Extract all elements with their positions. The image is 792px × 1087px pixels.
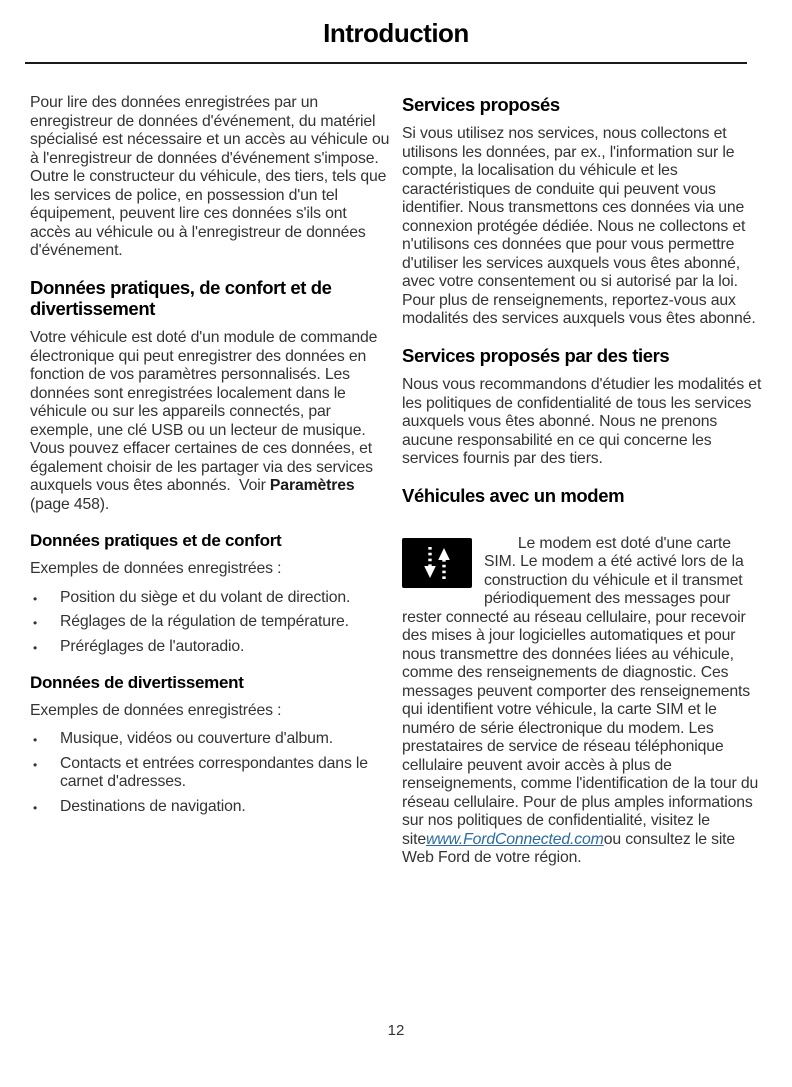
section-heading-data-comfort-entertainment: Données pratiques, de confort et de divertissement bbox=[30, 276, 332, 319]
services-paragraph: Si vous utilisez nos services, nous collectons et utilisons les données, par ex., l'information sur le compte, la localisation du véhicule et les caractéristiques de conduite qui peuvent vous identifier. Nous transmettons ces données via une connexion protégée dédiée. Nous ne collectons et n'utilisons ces données que pour vous permettre d'utiliser les services auxquels vous êtes abonné, avec votre consentement ou si autorisé par la loi. Pour plus de renseignements, reportez-vous aux modalités des services auxquels vous êtes abonné. bbox=[402, 125, 756, 328]
up-arrow-icon bbox=[438, 548, 450, 579]
sub-heading-entertainment: Données de divertissement bbox=[30, 673, 244, 693]
two-column-layout bbox=[0, 64, 792, 896]
page-number: 12 bbox=[387, 1022, 405, 1039]
entertainment-bullet-list bbox=[30, 730, 390, 816]
modem-data-transfer-icon bbox=[402, 538, 472, 588]
modem-paragraph bbox=[402, 516, 762, 886]
paragraph-text: (page 458). bbox=[30, 477, 359, 513]
paragraph-text: ou consultez le site Web Ford de votre région. bbox=[402, 830, 740, 867]
bullet-item: • Destinations de navigation. bbox=[30, 798, 390, 817]
settings-reference-bold: Paramètres bbox=[269, 477, 355, 495]
third-party-paragraph: Nous vous recommandons d'étudier les modalités et les politiques de confidentialité de tous les services auxquels vous êtes abonné. Nous ne prenons aucune responsabilité en ce qui concerne les services fournis par des tiers. bbox=[402, 376, 766, 468]
bullet-item: • Musique, vidéos ou couverture d'album. bbox=[30, 730, 390, 749]
right-column bbox=[402, 94, 766, 896]
sub-heading-practical-comfort: Données pratiques et de confort bbox=[30, 531, 282, 551]
bullet-item: • Réglages de la régulation de température. bbox=[30, 613, 390, 632]
ford-connected-link[interactable]: www.FordConnected.com bbox=[425, 830, 604, 848]
section-heading-modem-vehicles: Véhicules avec un modem bbox=[402, 484, 625, 506]
intro-paragraph: Pour lire des données enregistrées par un enregistreur de données d'événement, du matériel spécialisé est nécessaire et un accès au véhicule ou à l'enregistreur de données d'événement s'impose. Outre le constructeur du véhicule, des tiers, tels que les services de police, en possession d'un tel équipement, peuvent lire ces données s'ils ont accès au véhicule ou à l'enregistreur de données d'événement. bbox=[30, 94, 394, 259]
paragraph-text: Le modem est doté d'une carte SIM. Le modem a été activé lors de la construction du véhicule et il transmet périodiquement des messages pour rester connecté au réseau cellulaire, pour recevoir des mises à jour logicielles automatiques et pour nous transmettre des données liées au véhicule, comme des renseignements de diagnostic. Ces messages peuvent comporter des renseignements qui identifient votre véhicule, la carte SIM et le numéro de série électronique du modem. Les prestataires de service de réseau téléphonique cellulaire peuvent avoir accès à plus de renseignements, comme l'identification de la tour du réseau cellulaire. Pour de plus amples informations sur nos politiques de confidentialité, visitez le site bbox=[402, 534, 763, 848]
left-column bbox=[30, 94, 394, 896]
bullet-item: • Contacts et entrées correspondantes dans le carnet d'adresses. bbox=[30, 755, 390, 792]
entertainment-lead: Exemples de données enregistrées : bbox=[30, 701, 282, 719]
bullet-item: • Position du siège et du volant de direction. bbox=[30, 589, 390, 608]
practical-bullet-list bbox=[30, 589, 390, 657]
section-heading-services: Services proposés bbox=[402, 94, 560, 115]
down-arrow-icon bbox=[424, 547, 436, 578]
paragraph-text: Votre véhicule est doté d'un module de commande électronique qui peut enregistrer des données en fonction de vos paramètres personnalisés. Les données sont enregistrées localement dans le véhicule ou sur les appareils connectés, par exemple, une clé USB ou un lecteur de musique. Vous pouvez effacer certaines de ces données, et également choisir de les partager via des services auxquels vous êtes abonnés. Voir bbox=[30, 329, 382, 495]
data-section-paragraph bbox=[30, 329, 390, 514]
page-title: Introduction bbox=[323, 18, 469, 48]
practical-lead: Exemples de données enregistrées : bbox=[30, 560, 282, 578]
section-heading-third-party-services: Services proposés par des tiers bbox=[402, 344, 670, 366]
bullet-item: • Préréglages de l'autoradio. bbox=[30, 638, 390, 657]
